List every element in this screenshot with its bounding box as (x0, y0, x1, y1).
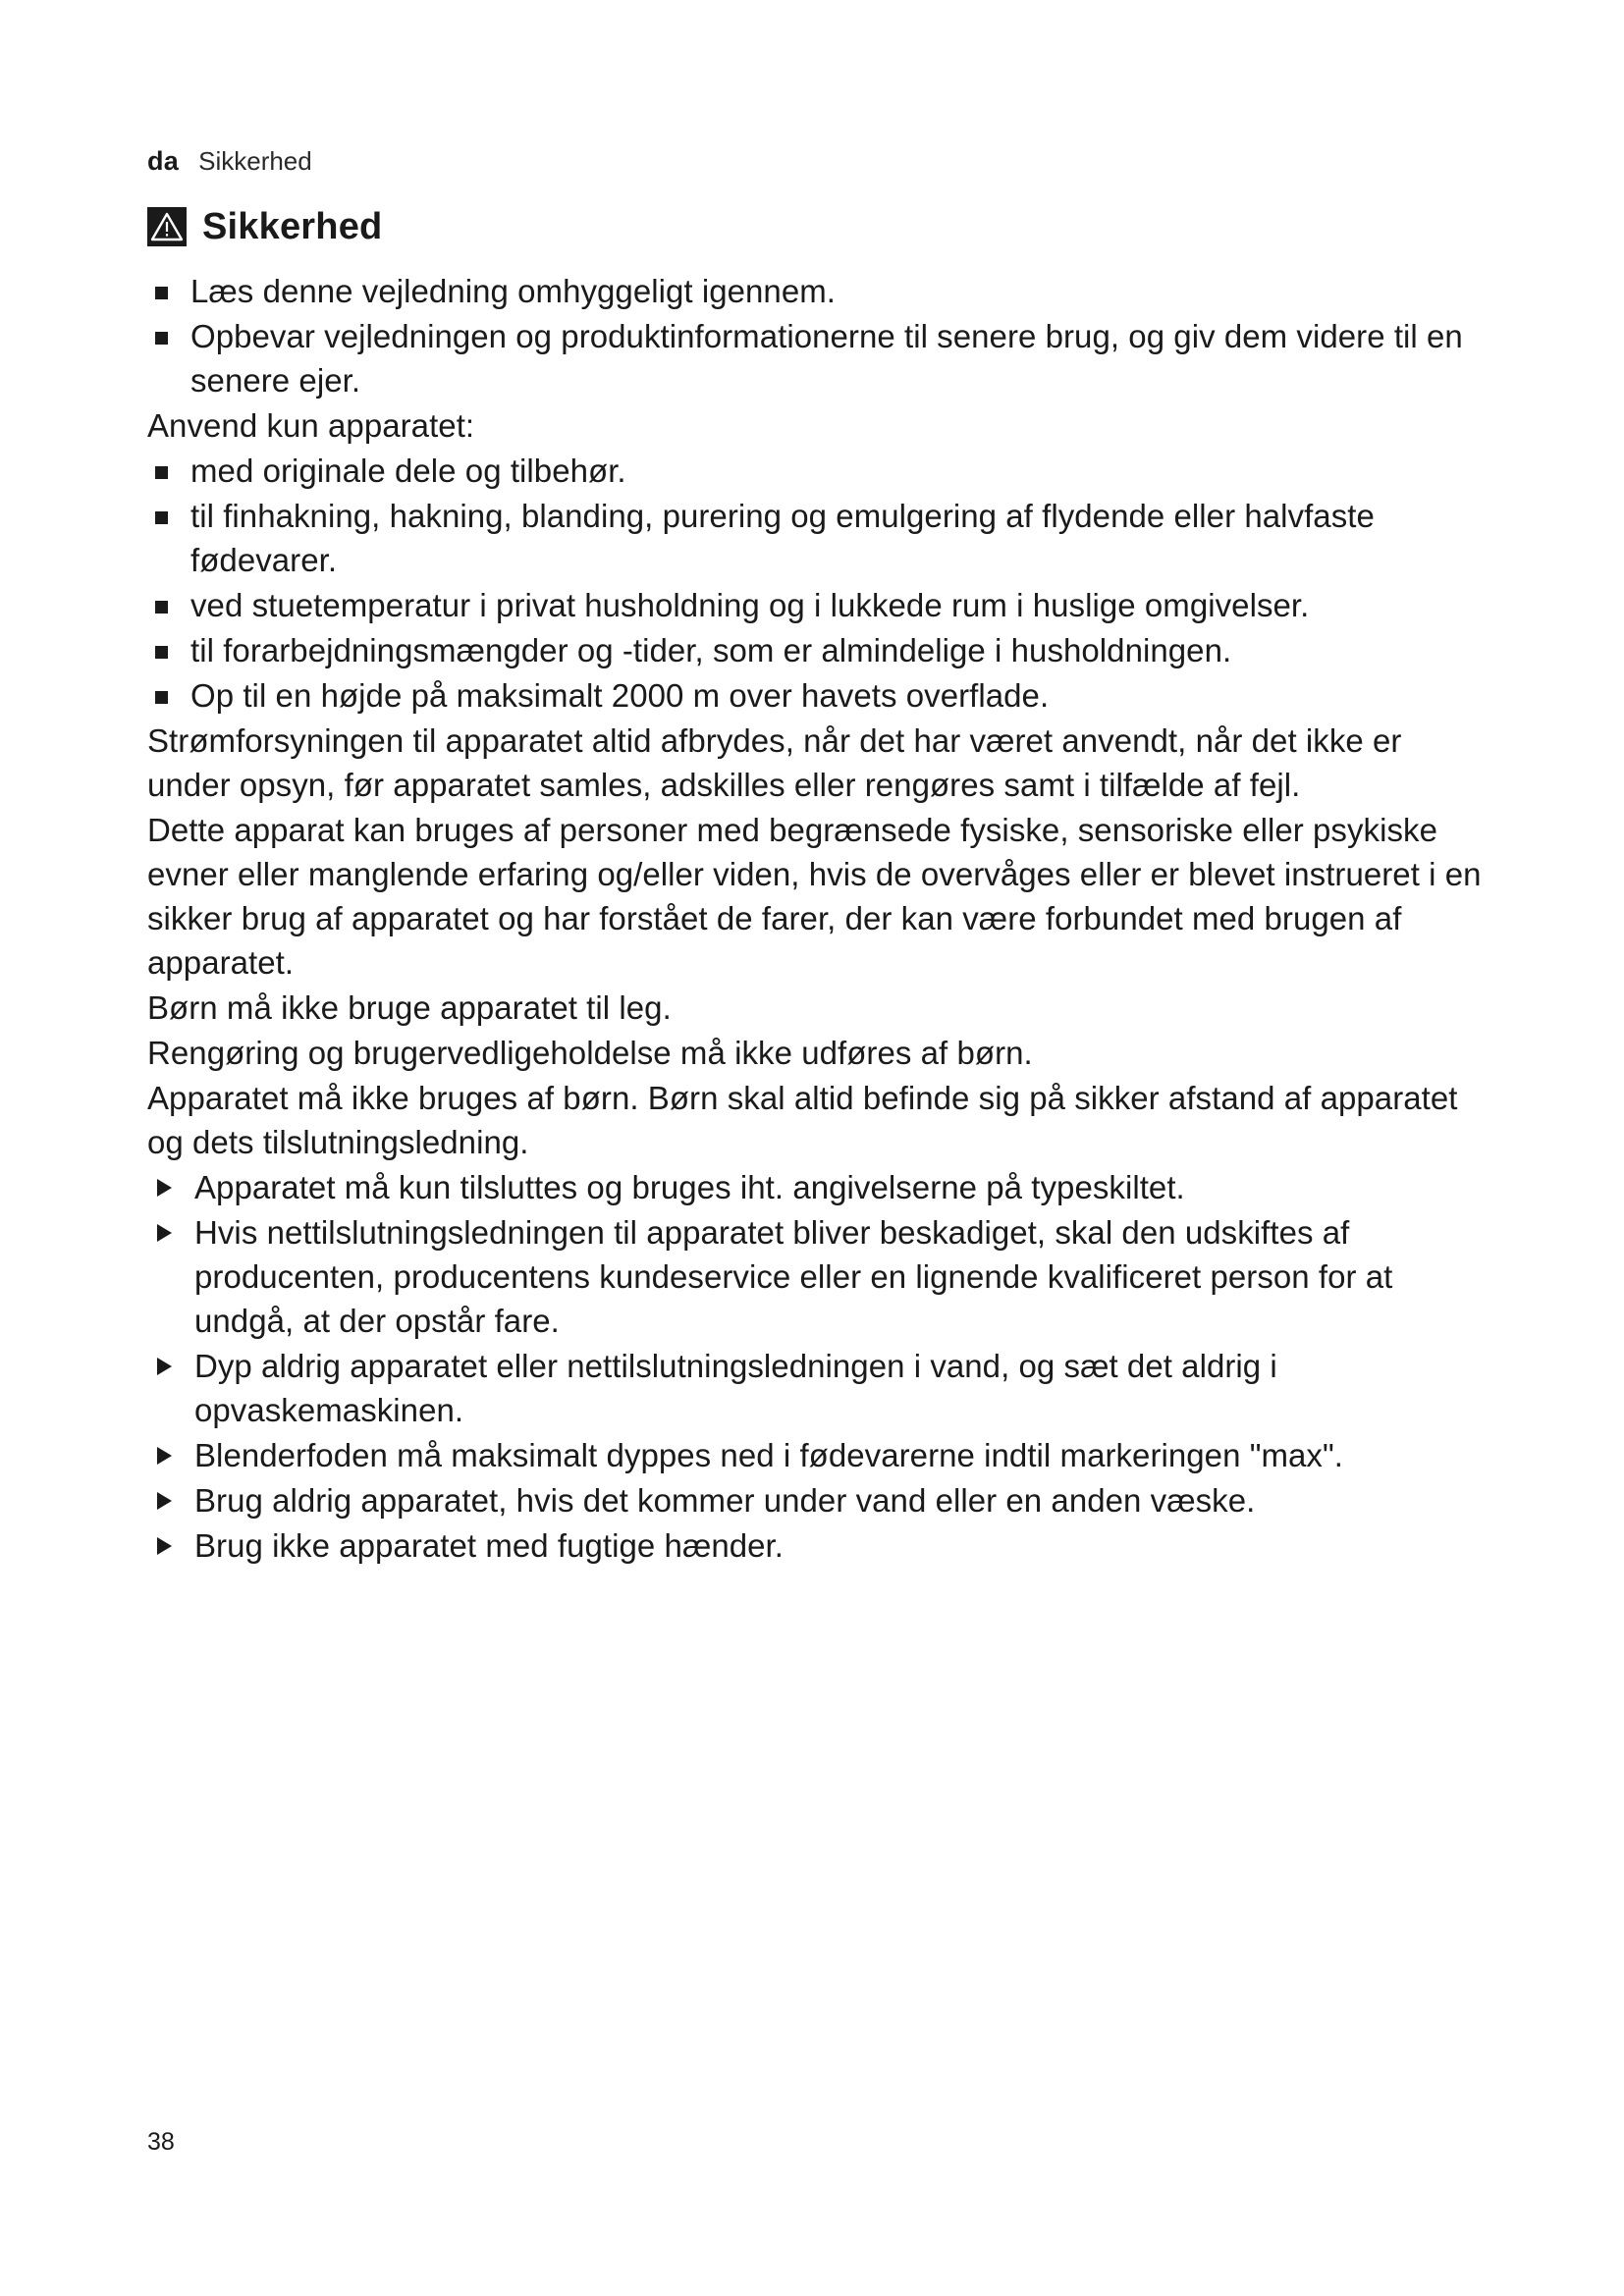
warning-bullet-list (147, 1165, 1492, 1568)
paragraph-children-play: Børn må ikke bruge apparatet til leg. (147, 989, 672, 1026)
list-item: Opbevar vejledningen og produktinformationerne til senere brug, og giv dem videre til en senere ejer. (147, 314, 1492, 402)
running-head-language: da (147, 146, 180, 176)
usage-bullet-list (147, 449, 1492, 718)
list-item: ved stuetemperatur i privat husholdning og i lukkede rum i huslige omgivelser. (147, 583, 1492, 627)
list-item: Læs denne vejledning omhyggeligt igennem. (147, 269, 1492, 313)
list-item: Op til en højde på maksimalt 2000 m over havets overflade. (147, 673, 1492, 718)
paragraph-children-cleaning: Rengøring og brugervedligeholdelse må ikke udføres af børn. (147, 1035, 1033, 1071)
list-item: Apparatet må kun tilsluttes og bruges iht. angivelserne på typeskiltet. (147, 1165, 1492, 1209)
list-item: med originale dele og tilbehør. (147, 449, 1492, 493)
page-title: Sikkerhed (202, 206, 383, 247)
list-item: Brug ikke apparatet med fugtige hænder. (147, 1523, 1492, 1568)
page-number: 38 (147, 2128, 175, 2156)
usage-lead-text: Anvend kun apparatet: (147, 407, 475, 444)
running-head (147, 145, 1492, 177)
list-item: Dyp aldrig apparatet eller nettilslutningsledningen i vand, og sæt det aldrig i opvaskemaskinen. (147, 1344, 1492, 1432)
list-item: til finhakning, hakning, blanding, purering og emulgering af flydende eller halvfaste fødevarer. (147, 494, 1492, 582)
paragraph-power-supply: Strømforsyningen til apparatet altid afbrydes, når det har været anvendt, når det ikke er under opsyn, før apparatet samles, adskilles eller rengøres samt i tilfælde af fejl. (147, 722, 1402, 803)
section-heading (147, 206, 1492, 247)
running-head-section: Sikkerhed (198, 146, 312, 176)
paragraph-children-distance: Apparatet må ikke bruges af børn. Børn skal altid befinde sig på sikker afstand af apparatet og dets tilslutningsledning. (147, 1080, 1458, 1160)
warning-triangle-icon (147, 207, 187, 246)
page-content (147, 145, 1492, 1569)
paragraph-restricted-persons: Dette apparat kan bruges af personer med begrænsede fysiske, sensoriske eller psykiske evner eller manglende erfaring og/eller viden, hvis de overvåges eller er blevet instrueret i en sikker brug af apparatet og har forstået de farer, der kan være forbundet med brugen af apparatet. (147, 812, 1482, 981)
list-item: Blenderfoden må maksimalt dyppes ned i fødevarerne indtil markeringen "max". (147, 1433, 1492, 1477)
list-item: til forarbejdningsmængder og -tider, som er almindelige i husholdningen. (147, 628, 1492, 672)
list-item: Hvis nettilslutningsledningen til apparatet bliver beskadiget, skal den udskiftes af producenten, producentens kundeservice eller en lignende kvalificeret person for at undgå, at der opstår fare. (147, 1210, 1492, 1343)
list-item: Brug aldrig apparatet, hvis det kommer under vand eller en anden væske. (147, 1478, 1492, 1522)
intro-bullet-list (147, 269, 1492, 402)
